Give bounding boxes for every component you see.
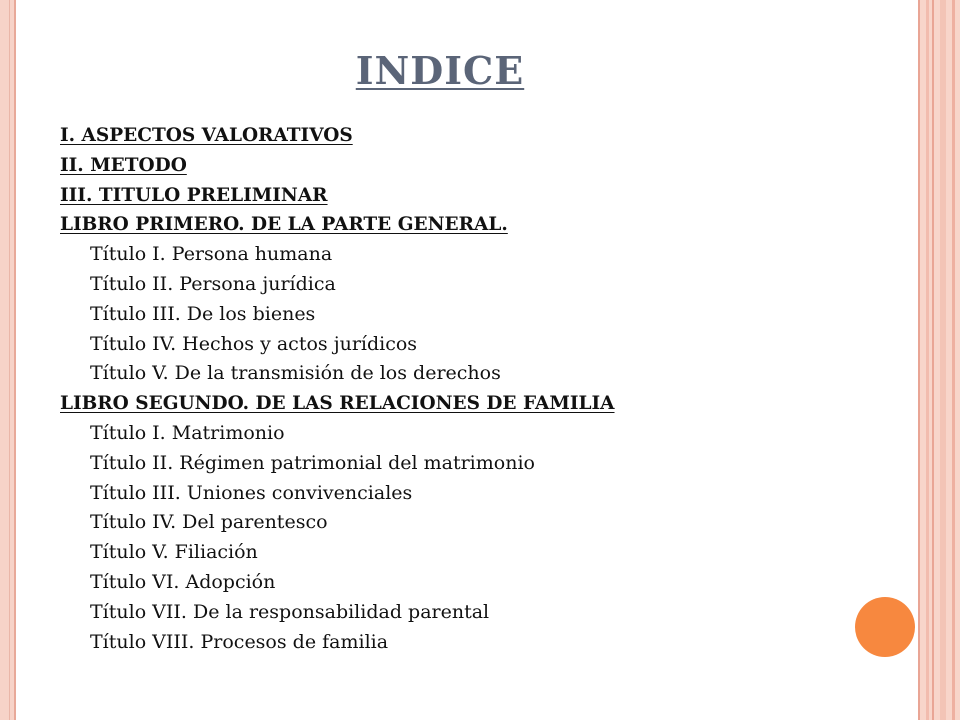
- index-entry: I. ASPECTOS VALORATIVOS: [60, 125, 353, 146]
- index-subentry: Título I. Matrimonio: [90, 421, 285, 444]
- index-entry: III. TITULO PRELIMINAR: [60, 184, 328, 206]
- index-subentry: Título V. De la transmisión de los derechos: [90, 362, 501, 385]
- orange-circle-decoration: [855, 597, 915, 657]
- index-subentry: Título VIII. Procesos de familia: [90, 630, 389, 653]
- right-decorative-stripe: [952, 0, 955, 720]
- index-list: [60, 121, 860, 657]
- left-decorative-band: [0, 0, 14, 720]
- left-decorative-line: [14, 0, 16, 720]
- right-decorative-stripe: [926, 0, 929, 720]
- index-subentry: Título IV. Del parentesco: [90, 511, 328, 534]
- index-entry: LIBRO PRIMERO. DE LA PARTE GENERAL.: [60, 214, 508, 236]
- index-subentry: Título VII. De la responsabilidad parental: [90, 600, 490, 623]
- index-subentry: Título III. Uniones convivenciales: [90, 481, 413, 504]
- index-subentry: Título II. Persona jurídica: [90, 272, 336, 295]
- index-subentry: Título VI. Adopción: [90, 570, 276, 593]
- index-subentry: Título II. Régimen patrimonial del matrimonio: [90, 451, 535, 474]
- left-decorative-line: [9, 0, 10, 720]
- right-decorative-stripe: [918, 0, 920, 720]
- index-subentry: Título I. Persona humana: [90, 243, 333, 266]
- index-subentry: Título IV. Hechos y actos jurídicos: [90, 332, 418, 355]
- right-decorative-stripe: [940, 0, 946, 720]
- slide-title: [0, 48, 880, 93]
- index-entry: II. METODO: [60, 154, 187, 176]
- slide-title-text: INDICE: [355, 48, 525, 93]
- index-entry: LIBRO SEGUNDO. DE LAS RELACIONES DE FAMILIA: [60, 393, 615, 415]
- index-subentry: Título III. De los bienes: [90, 302, 316, 325]
- right-decorative-stripe: [932, 0, 934, 720]
- index-subentry: Título V. Filiación: [90, 541, 258, 564]
